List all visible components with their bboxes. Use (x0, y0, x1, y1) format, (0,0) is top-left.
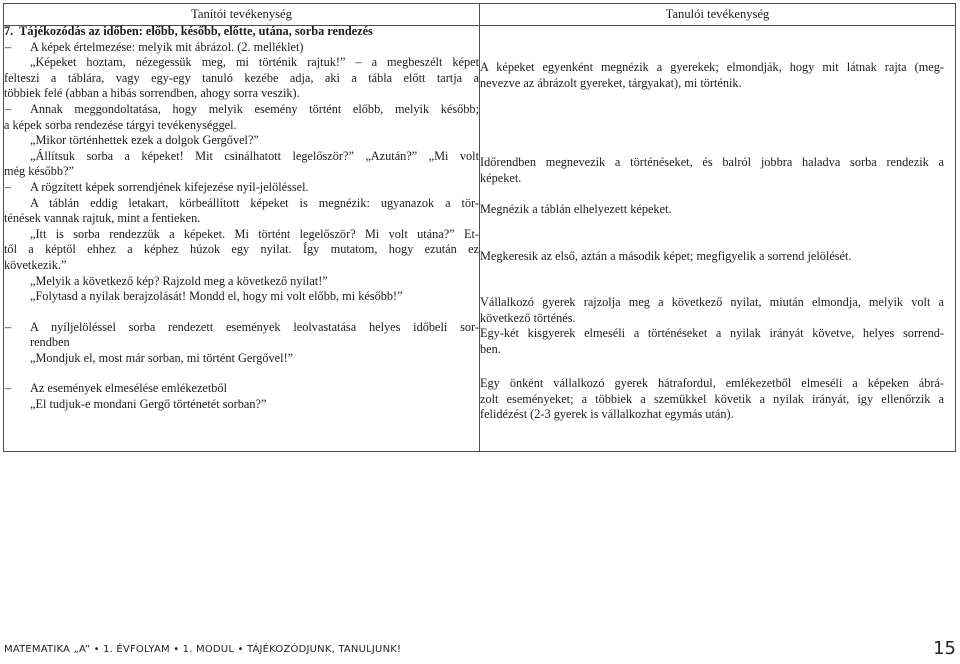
student-paragraph (480, 249, 944, 265)
list-item-text: A nyíljelöléssel sorba rendezett események leolvastatása helyes időbeli sor- (30, 319, 479, 334)
paragraph-line: a képek sorba rendezése tárgyi tevékenységgel. (4, 117, 237, 132)
list-item (4, 180, 479, 196)
list-item-text: A rögzített képek sorrendjének kifejezése nyíl-jelöléssel. (30, 179, 309, 194)
dash-marker: – (5, 101, 12, 116)
table-row (4, 26, 956, 452)
quote-line: „Melyik a következő kép? Rajzold meg a következő nyilat!” (30, 273, 328, 288)
paragraph-line: következő történés. (480, 310, 576, 325)
paragraph-line: rendben (30, 335, 70, 350)
paragraph-line: Egy-két kisgyerek elmeséli a történéseket a nyilak irányát követve, helyes sorrend- (480, 326, 944, 341)
quote-line: következik.” (4, 257, 67, 272)
list-item (4, 40, 479, 56)
paragraph-line: Megnézik a táblán elhelyezett képeket. (480, 202, 672, 216)
quote-line: még később?” (4, 164, 74, 179)
paragraph-line: nevezve az ábrázolt gyereket, tárgyakat), mi történik. (480, 75, 742, 90)
paragraph-line: A táblán eddig letakart, körbeállított képeket is megnézik: ugyanazok a tör- (30, 195, 479, 210)
quote-line: „Folytasd a nyilak berajzolását! Mondd el, hogy mi volt előbb, mi később!” (30, 289, 403, 304)
paragraph-line: felteszi a táblára, vagy egy-egy tanuló kezébe adja, aki a tábla előtt tartja a (4, 70, 479, 85)
list-item (4, 102, 479, 118)
paragraph-line: A képeket egyenként megnézik a gyerekek; elmondják, hogy mit látnak rajta (meg- (480, 60, 944, 74)
header-student-activity: Tanulói tevékenység (480, 4, 956, 26)
paragraph-line: Megkeresik az első, aztán a második képet; megfigyelik a sorrend jelölését. (480, 249, 852, 263)
step-title-text: Tájékozódás az időben: előbb, később, előtte, utána, sorba rendezés (19, 24, 373, 38)
quote-line: „Itt is sorba rendezzük a képeket. Mi történt legelőször? Mi volt utána?” Et- (30, 226, 479, 241)
quote-line: „Állítsuk sorba a képeket! Mit csinálhatott legelőször?” „Azután?” „Mi volt (30, 148, 479, 163)
table-header-row (4, 4, 956, 26)
dash-marker: – (5, 381, 12, 396)
quote-line: „Mondjuk el, most már sorban, mi történt Gergővel!” (30, 350, 294, 365)
paragraph-line: „Képeket hoztam, nézegessük meg, mi történik rajtuk!” – a megbeszélt képet (30, 55, 479, 70)
paragraph-line: Időrendben megnevezik a történéseket, és balról jobbra haladva sorba rendezik a (480, 155, 944, 169)
list-item-text: A képek értelmezése: melyik mit ábrázol. (2. melléklet) (30, 39, 304, 54)
paragraph-line: felidézést (2-3 gyerek is vállalkozhat egymás után). (480, 407, 734, 422)
student-paragraph (480, 202, 944, 218)
paragraph-line: ben. (480, 341, 501, 356)
lesson-table (3, 3, 956, 452)
paragraph-line: Vállalkozó gyerek rajzolja meg a következő nyilat, miután elmondja, melyik volt a (480, 295, 944, 309)
list-item-text: Az események elmesélése emlékezetből (30, 381, 227, 396)
quote-line: től a képtől ehhez a képhez húzok egy nyilat. Így mutatom, hogy ezután ez (4, 242, 479, 257)
quote-line: „Mikor történhettek ezek a dolgok Gergővel?” (30, 133, 259, 148)
page-number: 15 (933, 638, 956, 659)
dash-marker: – (5, 179, 12, 194)
student-activity-content (480, 26, 955, 451)
student-paragraph (480, 155, 944, 186)
step-number: 7. (4, 24, 14, 38)
paragraph-line: többiek felé (abban a hibás sorrendben, ahogy sorra veszik). (4, 86, 300, 101)
student-paragraph (480, 295, 944, 357)
list-item (4, 320, 479, 336)
paragraph-line: zolt eseményeket; a többiek a szemükkel követik a nyilak irányát, így ellenőrzik a (480, 391, 944, 406)
header-teacher-activity: Tanítói tevékenység (4, 4, 480, 26)
student-activity-cell (480, 26, 956, 452)
paragraph-line: ténések vannak rajtuk, mint a fentieken. (4, 211, 201, 226)
paragraph-line: Egy önként vállalkozó gyerek hátrafordul, emlékezetből elmeséli a képeken ábrá- (480, 376, 944, 390)
quote-line: „El tudjuk-e mondani Gergő történetét sorban?” (30, 397, 267, 412)
list-item (4, 381, 479, 397)
student-paragraph (480, 60, 944, 91)
step-title (4, 24, 479, 40)
footer-text: MATEMATIKA „A” • 1. ÉVFOLYAM • 1. MODUL • TÁJÉKOZÓDJUNK, TANULJUNK! (4, 644, 402, 655)
dash-marker: – (5, 39, 12, 54)
page-footer (4, 638, 956, 660)
paragraph-line: képeket. (480, 170, 522, 185)
student-paragraph (480, 376, 944, 423)
dash-marker: – (5, 319, 12, 334)
list-item-text: Annak meggondoltatása, hogy melyik esemény történt előbb, melyik később; (30, 101, 479, 116)
teacher-activity-cell (4, 26, 480, 452)
